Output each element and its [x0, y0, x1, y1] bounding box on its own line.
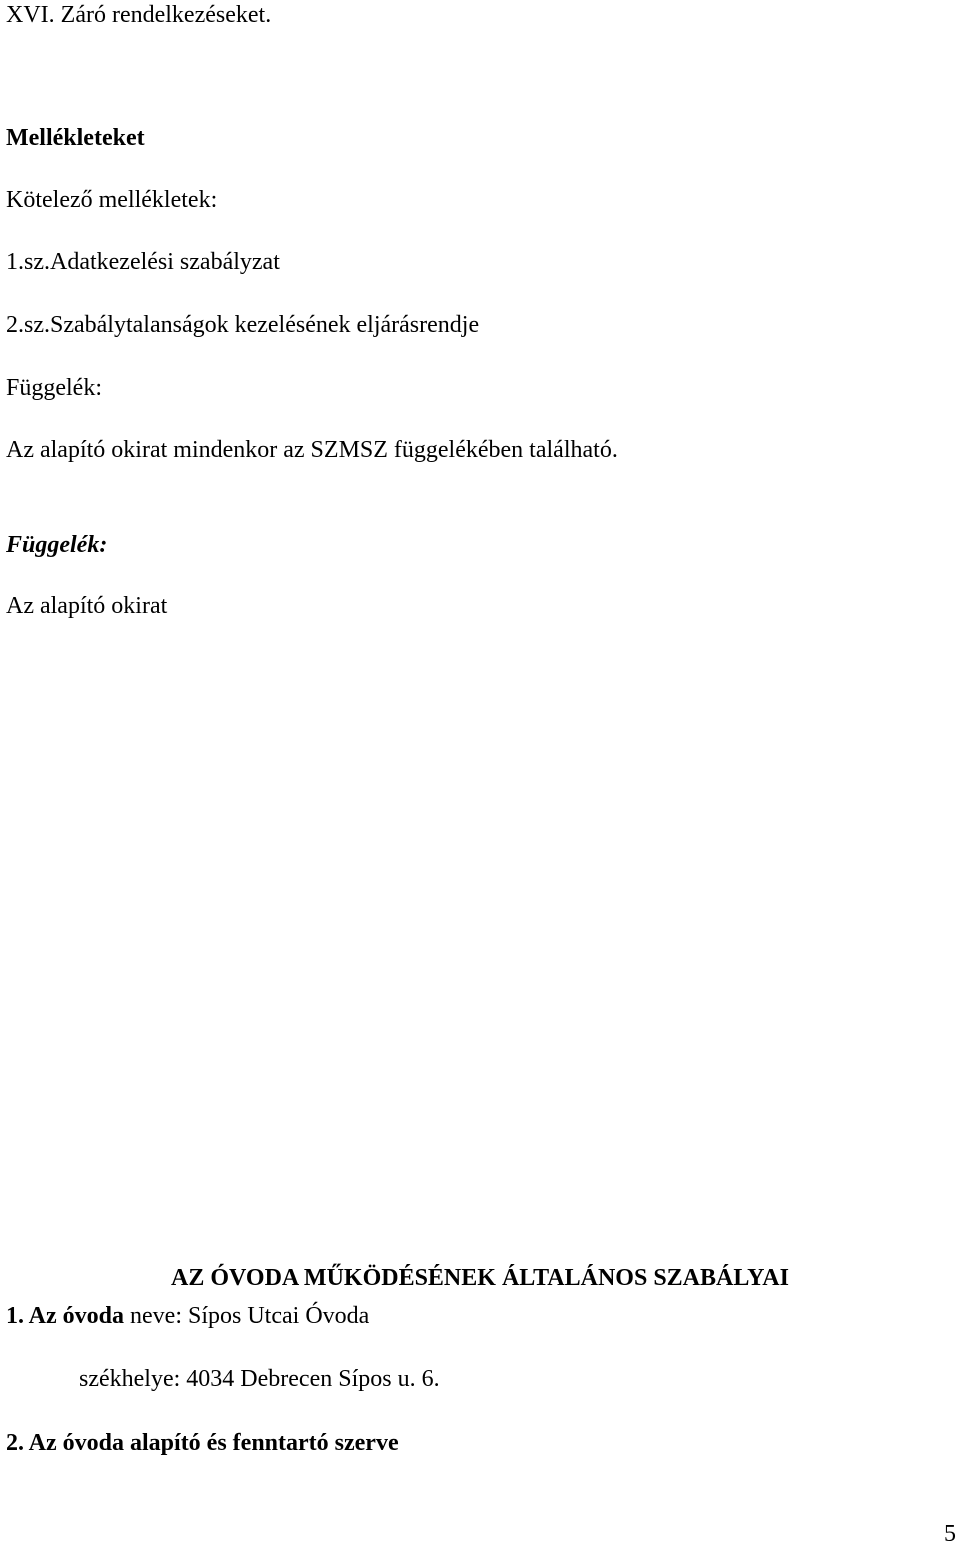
appendix-text: Az alapító okirat mindenkor az SZMSZ függelékében található. [6, 437, 618, 463]
item-1-name [6, 1304, 369, 1328]
page-number: 5 [944, 1521, 956, 1547]
item-1-rest: neve: Sípos Utcai Óvoda [124, 1303, 370, 1329]
mandatory-attachments-label: Kötelező mellékletek: [6, 187, 218, 213]
appendix-label: Függelék: [6, 375, 102, 401]
section-title: XVI. Záró rendelkezéseket. [6, 2, 272, 28]
item-1-bold: 1. Az óvoda [6, 1303, 125, 1329]
item-2-heading: 2. Az óvoda alapító és fenntartó szerve [6, 1430, 399, 1456]
attachment-item: 2.sz.Szabálytalanságok kezelésének eljárásrendje [6, 312, 480, 338]
item-1-seat: székhelye: 4034 Debrecen Sípos u. 6. [79, 1366, 440, 1392]
attachment-item: 1.sz.Adatkezelési szabályzat [6, 249, 280, 275]
attachments-heading: Mellékleteket [6, 125, 145, 151]
rules-heading: AZ ÓVODA MŰKÖDÉSÉNEK ÁLTALÁNOS SZABÁLYAI [171, 1265, 789, 1291]
appendix-italic-text: Az alapító okirat [6, 593, 168, 619]
appendix-italic-label: Függelék: [6, 532, 108, 558]
